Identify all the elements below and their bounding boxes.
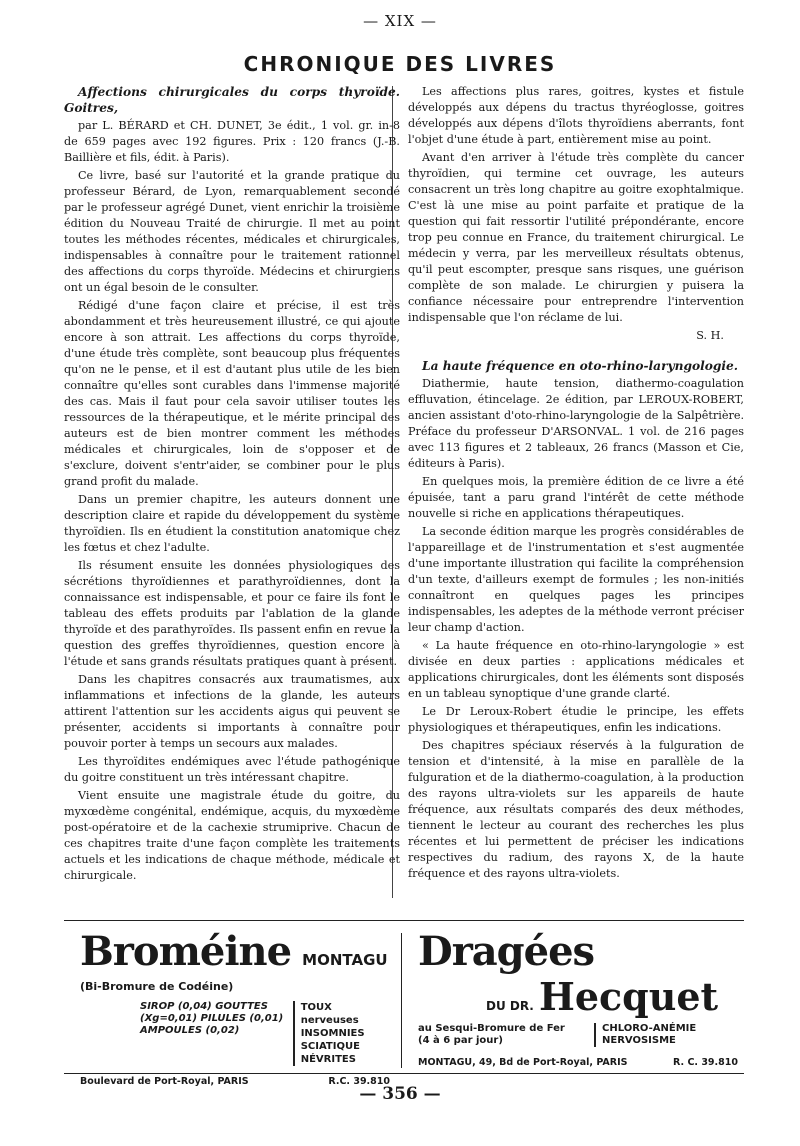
- review2-reference: Diathermie, haute tension, diathermo-coagulation effluvation, étincelage. 2e édition, par LEROUX-ROBERT, ancien assistant d'oto-rhino-laryngologie de la Salpêtrière. Préface du professeur D'ARSONVAL. 1 vol. de 216 pages avec 113 figures et 2 tableaux, 26 francs (Masson et Cie, éditeurs à Paris).: [408, 377, 744, 470]
- hecquet-rc: R. C. 39.810: [673, 1057, 738, 1068]
- hecquet-name: Hecquet: [538, 974, 719, 1019]
- bromeine-indication: INSOMNIES: [300, 1028, 365, 1039]
- review1-paragraph: Les affections plus rares, goitres, kystes et fistule développés aux dépens du tractus thyréoglosse, goitres développés aux dépens d'îlots thyroïdiens aberrants, font l'objet d'une étude à part, entièrement mise au point.: [408, 85, 744, 146]
- hecquet-dosage: (4 à 6 par jour): [418, 1035, 503, 1046]
- review2-paragraph: En quelques mois, la première édition de ce livre a été épuisée, tant a paru grand l'intérêt de cette méthode nouvelle si riche en applications thérapeutiques.: [408, 475, 744, 520]
- review1-paragraph: Les thyroïdites endémiques avec l'étude pathogénique du goitre constituent un très intéressant chapitre.: [64, 755, 400, 784]
- left-column: [64, 84, 400, 884]
- dragees-brand: Dragées: [418, 928, 595, 975]
- review1-paragraph: Ils résument ensuite les données physiologiques des sécrétions thyroïdiennes et parathyroïdiennes, dont la connaissance est indispensable, et pour ce faire ils font le tableau des effets produits par l'ablation de la glande thyroïde et des parathyroïdes. Ils passent enfin en revue la question des greffes thyroïdiennes, question encore à l'étude et sans grands résultats pratiques quant à présent.: [64, 559, 400, 668]
- review1-paragraph: Vient ensuite une magistrale étude du goitre, du myxœdème congénital, endémique, acquis, du myxœdème post-opératoire et de la cachexie strumiprive. Chacun de ces chapitres traite d'une façon complète les traitements actuels et les indications de chaque méthode, médicale et chirurgicale.: [64, 789, 400, 882]
- hecquet-composition: au Sesqui-Bromure de Fer: [418, 1023, 565, 1034]
- hecquet-indication: NERVOSISME: [602, 1035, 676, 1046]
- review1-paragraph: Rédigé d'une façon claire et précise, il est très abondamment et très heureusement illustré, ce qui ajoute encore à son attrait. Les affections du corps thyroïde, d'une étude très complète, sont beaucoup plus fréquentes qu'on ne le pense, et il est d'autant plus utile de les bien connaître qu'elles sont curables dans l'immense majorité des cas. Mais il faut pour cela savoir utiliser toutes les ressources de la thérapeutique, et le mérite principal des auteurs est de bien montrer comment les méthodes médicales et chirurgicales, loin de s'opposer et de s'exclure, doivent s'entr'aider, se combiner pour le plus grand profit du malade.: [64, 299, 400, 488]
- hecquet-address: MONTAGU, 49, Bd de Port-Royal, PARIS: [418, 1057, 628, 1068]
- bromeine-indication: TOUX nerveuses: [300, 1002, 359, 1026]
- right-column: [408, 84, 744, 882]
- running-folio: — XIX —: [363, 12, 437, 30]
- review1-title: Affections chirurgicales du corps thyroïde. Goitres,: [64, 85, 400, 115]
- hecquet-du-dr: DU DR.: [486, 999, 534, 1013]
- hecquet-advertisement: [418, 930, 738, 1068]
- ads-top-rule: [64, 920, 744, 921]
- bromeine-indication: NÉVRITES: [300, 1054, 356, 1065]
- section-title: CHRONIQUE DES LIVRES: [243, 52, 557, 76]
- hecquet-indication: CHLORO-ANÉMIE: [602, 1023, 697, 1034]
- review1-paragraph: Dans les chapitres consacrés aux traumatismes, aux inflammations et infections de la glande, les auteurs attirent l'attention sur les accidents aigus qui peuvent se présenter, accidents si importants à connaître pour pouvoir porter à temps un secours aux malades.: [64, 673, 400, 750]
- bromeine-maker: MONTAGU: [302, 951, 388, 969]
- review2-paragraph: La seconde édition marque les progrès considérables de l'appareillage et de l'instrumentation et s'est augmentée d'une importante illustration qui facilite la compréhension d'un texte, d'ailleurs exempt de formules ; les non-initiés connaîtront en quelques pages les principes indispensables, les adeptes de la méthode verront préciser leur champ d'action.: [408, 525, 744, 634]
- review1-reference: par L. BÉRARD et CH. DUNET, 3e édit., 1 vol. gr. in-8 de 659 pages avec 192 figures. Prix : 120 francs (J.-B. Baillière et fils, édit. à Paris).: [64, 119, 400, 164]
- review1-paragraph: Avant d'en arriver à l'étude très complète du cancer thyroïdien, qui termine cet ouvrage, les auteurs consacrent un très long chapitre au goitre exophtalmique. C'est là une mise au point parfaite et pratique de la question qui fait ressortir l'utilité prépondérante, encore trop peu connue en France, du traitement chirurgical. Le médecin y verra, par les merveilleux résultats obtenus, qu'il peut escompter, presque sans risques, une guérison complète de son malade. Le chirurgien y puisera la confiance nécessaire pour entreprendre l'intervention indispensable que l'on réclame de lui.: [408, 151, 744, 324]
- bromeine-indication: SCIATIQUE: [300, 1041, 360, 1052]
- review2-paragraph: « La haute fréquence en oto-rhino-laryngologie » est divisée en deux parties : applications médicales et applications chirurgicales, dont les éléments sont disposés en un tableau synoptique d'une grande clarté.: [408, 639, 744, 700]
- bromeine-brand: Broméine: [80, 928, 292, 975]
- review1-paragraph: Ce livre, basé sur l'autorité et la grande pratique du professeur Bérard, de Lyon, remarquablement secondé par le professeur agrégé Dunet, vient enrichir la troisième édition du Nouveau Traité de chirurgie. Il met au point toutes les méthodes récentes, médicales et chirurgicales, indispensables à connaître pour le traitement rationnel des affections du corps thyroïde. Médecins et chirurgiens ont un égal besoin de le consulter.: [64, 169, 400, 294]
- bromeine-address: Boulevard de Port-Royal, PARIS: [80, 1076, 249, 1087]
- ads-divider: [401, 933, 402, 1068]
- bromeine-advertisement: [80, 930, 390, 1087]
- bromeine-forms: SIROP (0,04) GOUTTES (Xg=0,01) PILULES (0,01) AMPOULES (0,02): [140, 1001, 284, 1036]
- page-number: — 356 —: [359, 1084, 441, 1104]
- review1-paragraph: Dans un premier chapitre, les auteurs donnent une description claire et rapide du développement du système thyroïdien. Ils en étudient la constitution anatomique chez les fœtus et chez l'adulte.: [64, 493, 400, 554]
- review2-paragraph: Des chapitres spéciaux réservés à la fulguration de tension et d'intensité, à la mise en parallèle de la fulguration et de la diathermo-coagulation, à la production des rayons ultra-violets sur les appareils de haute fréquence, aux résultats comparés des deux méthodes, tiennent le lecteur au courant des recherches les plus récentes et lui permettent de préciser les indications respectives du radium, des rayons X, de la haute fréquence et des rayons ultra-violets.: [408, 739, 744, 880]
- review2-paragraph: Le Dr Leroux-Robert étudie le principe, les effets physiologiques et thérapeutiques, enfin les indications.: [408, 705, 744, 734]
- ads-bottom-rule: [64, 1073, 744, 1074]
- bromeine-subtitle: (Bi-Bromure de Codéine): [80, 980, 234, 993]
- review2-title: La haute fréquence en oto-rhino-laryngologie.: [422, 359, 739, 373]
- review1-signature: S. H.: [696, 329, 724, 342]
- bromeine-rc: R.C. 39.810: [328, 1076, 390, 1087]
